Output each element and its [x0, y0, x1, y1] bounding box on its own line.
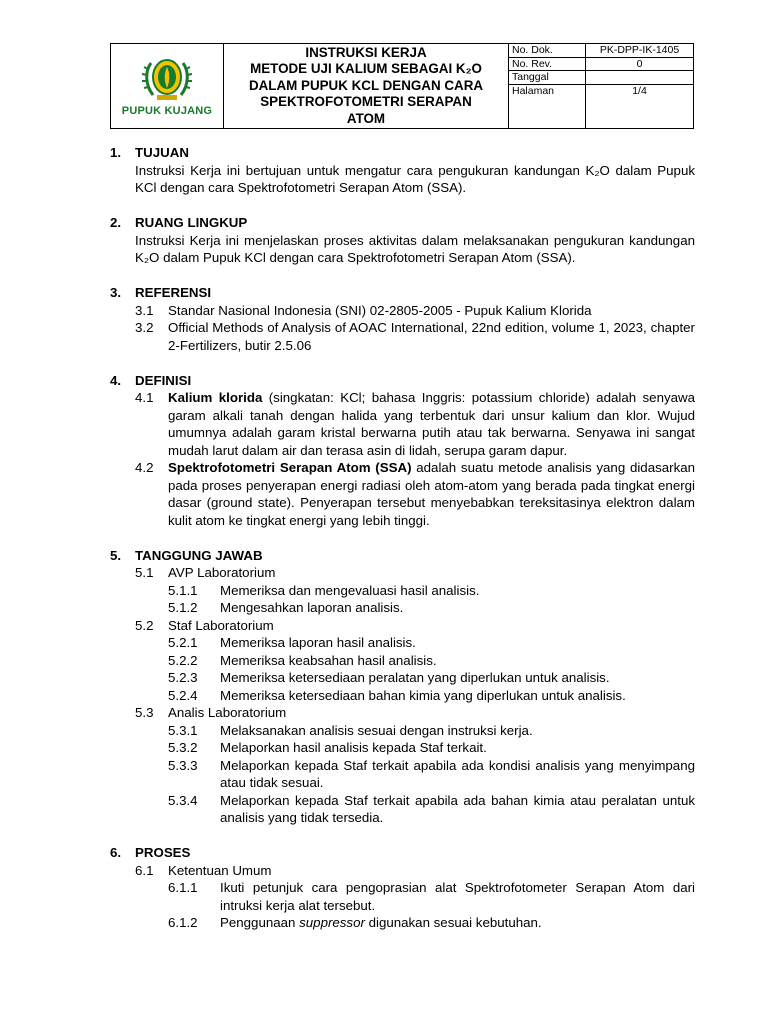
item-text — [168, 389, 695, 459]
item-number: 5.3.4 — [168, 792, 198, 808]
subsection-heading — [110, 862, 695, 880]
item-number: 3.2 — [135, 320, 154, 335]
section-number: 3. — [110, 285, 122, 300]
section-number: 4. — [110, 372, 122, 388]
definition-text: adalah suatu metode analisis yang didasarkan pada proses penyerapan energi radiasi oleh atom-atom yang berada pada tingkat energi dasar (ground state). Penyerapan tersebut menyebabkan tereksitasinya elektron dalam kulit atom ke tingkat energi yang lebih tinggi. — [168, 460, 696, 528]
list-item — [110, 582, 695, 600]
section-heading — [110, 372, 695, 390]
section-heading — [110, 144, 695, 162]
section-heading — [110, 214, 695, 232]
item-number: 5.1 — [135, 565, 154, 580]
role-label: Analis Laboratorium — [168, 705, 287, 720]
list-item — [110, 792, 695, 827]
list-item — [110, 319, 695, 354]
meta-row-page — [509, 85, 693, 129]
role-heading — [110, 617, 695, 635]
list-item — [110, 757, 695, 792]
item-number: 4.2 — [135, 460, 154, 475]
title-line: METODE UJI KALIUM SEBAGAI K₂O — [250, 61, 482, 77]
list-item — [110, 722, 695, 740]
section-heading — [110, 844, 695, 862]
document-meta — [509, 44, 693, 128]
item-text-post: digunakan sesuai kebutuhan. — [364, 915, 542, 930]
item-text: Memeriksa ketersediaan peralatan yang diperlukan untuk analisis. — [220, 670, 610, 685]
item-number: 3.1 — [135, 302, 154, 318]
meta-value — [586, 71, 693, 84]
list-item — [110, 634, 695, 652]
list-item — [110, 652, 695, 670]
item-text: Melaksanakan analisis sesuai dengan instruksi kerja. — [220, 722, 533, 738]
item-text: Memeriksa ketersediaan bahan kimia yang diperlukan untuk analisis. — [220, 687, 626, 703]
section-paragraph: Instruksi Kerja ini menjelaskan proses aktivitas dalam melaksanakan pengukuran kandungan K₂O dalam Pupuk KCl dengan cara Spektrofotometri Serapan Atom (SSA). — [135, 232, 695, 265]
item-text: Memeriksa laporan hasil analisis. — [220, 635, 416, 650]
list-item — [110, 389, 695, 459]
item-number: 5.1.1 — [168, 582, 198, 598]
section-heading — [110, 547, 695, 565]
document-body — [110, 144, 695, 932]
meta-row-revision — [509, 58, 693, 72]
meta-value: PK-DPP-IK-1405 — [599, 44, 680, 56]
document-header-table — [110, 43, 694, 129]
meta-value: 0 — [636, 57, 643, 70]
definition-text: (singkatan: KCl; bahasa Inggris: potassium chloride) adalah senyawa garam alkali tanah dengan halida yang terbentuk dari unsur kalium dan klor. Wujud umumnya adalah garam kristal berwarna putih atau tak berwarna. Senyawa ini sangat mudah larut dalam air dan terasa asin di lidah, serupa garam dapur. — [168, 390, 696, 458]
section-title: TANGGUNG JAWAB — [135, 547, 263, 563]
title-line: ATOM — [346, 110, 386, 126]
role-label: AVP Laboratorium — [168, 565, 276, 580]
item-number: 5.3 — [135, 705, 154, 720]
section-number: 6. — [110, 845, 122, 860]
list-item — [110, 879, 695, 914]
role-label: Staf Laboratorium — [168, 617, 274, 633]
item-number: 5.1.2 — [168, 600, 198, 615]
logo-wordmark: PUPUK KUJANG — [121, 105, 213, 117]
list-item — [110, 687, 695, 705]
defined-term: Kalium klorida — [168, 390, 263, 405]
list-item — [110, 459, 695, 529]
section-definisi — [110, 372, 695, 530]
meta-key: No. Dok. — [509, 44, 586, 57]
meta-value: 1/4 — [632, 84, 647, 97]
logo-cell — [111, 44, 224, 128]
item-text: Mengesahkan laporan analisis. — [220, 600, 404, 615]
italic-term: suppressor — [299, 915, 365, 930]
item-text: Melaporkan kepada Staf terkait apabila ada bahan kimia atau peralatan untuk analisis yang tidak tersedia. — [220, 792, 695, 825]
item-number: 6.1 — [135, 862, 154, 878]
subsection-label: Ketentuan Umum — [168, 862, 272, 878]
title-line: DALAM PUPUK KCL DENGAN CARA — [248, 77, 484, 93]
item-text — [220, 914, 695, 932]
section-title: RUANG LINGKUP — [135, 215, 248, 230]
item-text: Official Methods of Analysis of AOAC International, 22nd edition, volume 1, 2023, chapter 2-Fertilizers, butir 2.5.06 — [168, 320, 695, 353]
item-number: 5.2.1 — [168, 635, 198, 650]
item-text: Memeriksa keabsahan hasil analisis. — [220, 652, 437, 668]
item-number: 4.1 — [135, 390, 154, 405]
section-tujuan — [110, 144, 695, 197]
pupuk-kujang-logo-icon — [137, 55, 197, 103]
section-proses — [110, 844, 695, 932]
defined-term: Spektrofotometri Serapan Atom (SSA) — [168, 460, 412, 475]
section-title: REFERENSI — [135, 285, 212, 300]
section-title: DEFINISI — [135, 372, 192, 388]
section-number: 5. — [110, 547, 122, 563]
item-number: 5.3.1 — [168, 722, 198, 738]
item-text: Memeriksa dan mengevaluasi hasil analisis. — [220, 582, 480, 598]
section-title: TUJUAN — [135, 145, 189, 160]
list-item — [110, 914, 695, 932]
title-line: INSTRUKSI KERJA — [305, 44, 427, 60]
item-text: Ikuti petunjuk cara pengoprasian alat Spektrofotometer Serapan Atom dari intruksi kerja alat tersebut. — [220, 880, 695, 913]
list-item — [110, 739, 695, 757]
title-line: SPEKTROFOTOMETRI SERAPAN — [260, 94, 472, 110]
document-title — [224, 44, 509, 128]
list-item — [110, 599, 695, 617]
item-text — [168, 459, 695, 529]
item-number: 6.1.2 — [168, 915, 198, 930]
item-number: 5.3.2 — [168, 740, 198, 755]
list-item — [110, 669, 695, 687]
item-number: 5.2 — [135, 617, 154, 633]
item-text: Melaporkan hasil analisis kepada Staf terkait. — [220, 740, 487, 755]
section-ruang-lingkup — [110, 214, 695, 267]
meta-row-doc-number — [509, 44, 693, 58]
meta-key: No. Rev. — [509, 58, 586, 71]
item-number: 5.3.3 — [168, 757, 198, 773]
item-number: 6.1.1 — [168, 880, 198, 895]
item-number: 5.2.2 — [168, 652, 198, 668]
role-heading — [110, 564, 695, 582]
item-text: Standar Nasional Indonesia (SNI) 02-2805-2005 - Pupuk Kalium Klorida — [168, 302, 592, 318]
section-referensi — [110, 284, 695, 354]
section-number: 1. — [110, 145, 122, 160]
item-text-pre: Penggunaan — [220, 915, 300, 930]
section-number: 2. — [110, 215, 122, 230]
section-paragraph: Instruksi Kerja ini bertujuan untuk mengatur cara pengukuran kandungan K₂O dalam Pupuk KCl dengan cara Spektrofotometri Serapan Atom (SSA). — [135, 162, 695, 195]
role-heading — [110, 704, 695, 722]
meta-row-date — [509, 71, 693, 85]
item-number: 5.2.3 — [168, 670, 198, 685]
item-number: 5.2.4 — [168, 687, 198, 703]
meta-key: Tanggal — [509, 71, 586, 84]
section-heading — [110, 284, 695, 302]
item-text: Melaporkan kepada Staf terkait apabila ada kondisi analisis yang menyimpang atau tidak sesuai. — [220, 757, 695, 790]
list-item — [110, 302, 695, 320]
section-title: PROSES — [135, 845, 191, 860]
section-tanggung-jawab — [110, 547, 695, 827]
meta-key: Halaman — [509, 85, 586, 129]
